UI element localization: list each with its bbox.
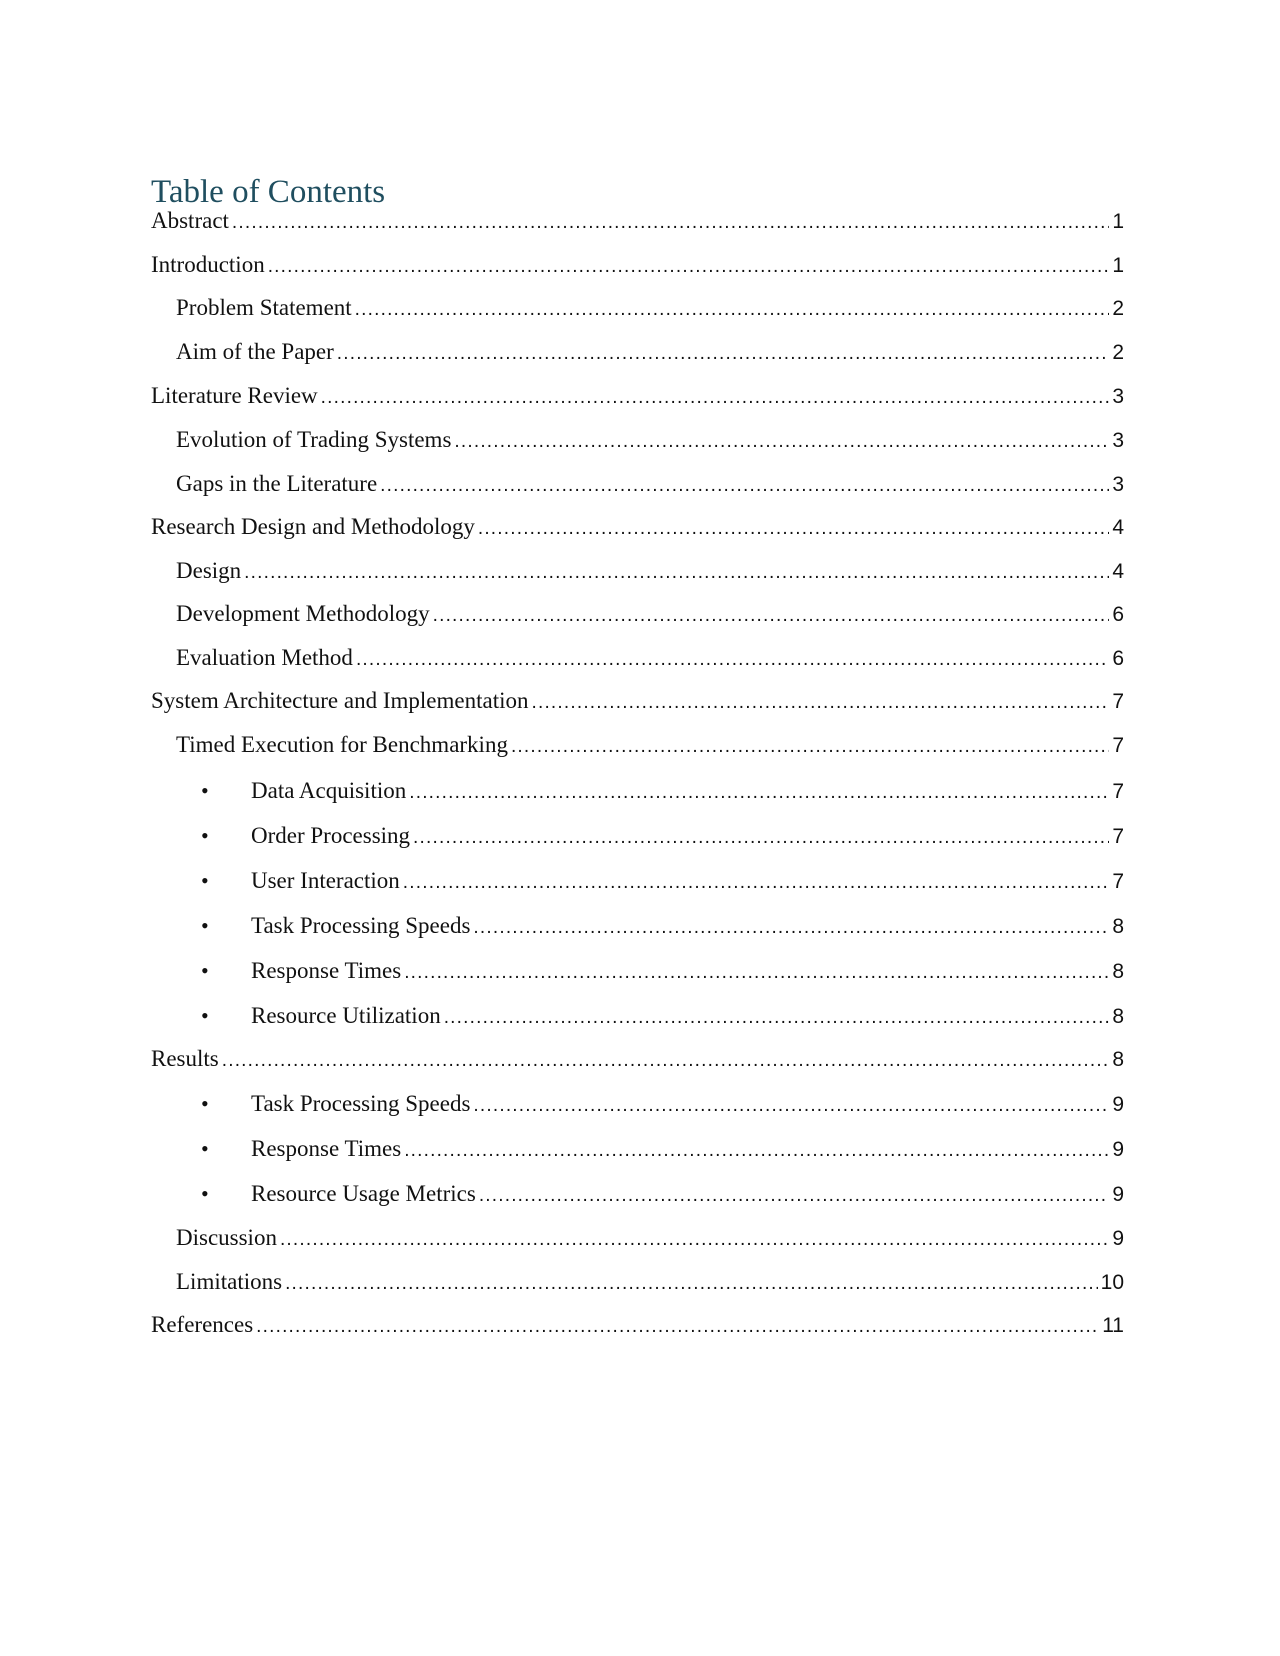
toc-entry-label: Problem Statement: [176, 295, 352, 320]
toc-entry[interactable]: [151, 424, 1124, 456]
toc-entry-label: Order Processing: [251, 823, 411, 848]
toc-entry-label: Limitations: [176, 1269, 283, 1294]
dot-leader: [479, 1180, 1110, 1212]
toc-entry-page-number: 9: [1112, 1138, 1124, 1161]
dot-leader: [409, 777, 1109, 809]
toc-entry-label: Response Times: [251, 1136, 402, 1161]
toc-entry[interactable]: [151, 820, 1124, 852]
toc-entry-label: User Interaction: [251, 868, 400, 893]
toc-entry[interactable]: [151, 955, 1124, 987]
toc-entry[interactable]: [151, 1000, 1124, 1032]
dot-leader: [232, 207, 1109, 239]
toc-entry[interactable]: [151, 292, 1124, 324]
bullet-icon: •: [201, 913, 209, 938]
toc-entry[interactable]: [151, 1266, 1124, 1298]
toc-entry-label: Data Acquisition: [251, 778, 407, 803]
toc-entry-page-number: 7: [1112, 780, 1124, 803]
bullet-icon: •: [201, 1181, 209, 1206]
toc-entry-page-number: 1: [1112, 210, 1124, 233]
toc-entry[interactable]: [151, 555, 1124, 587]
toc-entry-label: Response Times: [251, 958, 402, 983]
toc-entry-page-number: 7: [1112, 734, 1124, 757]
toc-entry[interactable]: [151, 685, 1124, 717]
dot-leader: [256, 1311, 1099, 1343]
toc-entry-label: References: [151, 1312, 254, 1337]
toc-entry[interactable]: [151, 1133, 1124, 1165]
dot-leader: [404, 957, 1109, 989]
toc-entry-page-number: 9: [1112, 1093, 1124, 1116]
toc-entry-label: Task Processing Speeds: [251, 913, 471, 938]
dot-leader: [413, 822, 1109, 854]
toc-entry[interactable]: [151, 468, 1124, 500]
toc-entry-page-number: 3: [1112, 429, 1124, 452]
toc-entry-page-number: 4: [1112, 560, 1124, 583]
toc-entry-label: Task Processing Speeds: [251, 1091, 471, 1116]
toc-title: Table of Contents: [151, 174, 386, 210]
toc-entry-page-number: 1: [1112, 254, 1124, 277]
toc-entry-label: Evaluation Method: [176, 645, 353, 670]
toc-entry-page-number: 7: [1112, 825, 1124, 848]
dot-leader: [478, 513, 1109, 545]
toc-entry-label: Design: [176, 558, 242, 583]
bullet-icon: •: [201, 1136, 209, 1161]
toc-entry[interactable]: [151, 598, 1124, 630]
dot-leader: [222, 1045, 1110, 1077]
toc-entry-page-number: 2: [1112, 297, 1124, 320]
toc-entry-label: Resource Usage Metrics: [251, 1181, 476, 1206]
dot-leader: [355, 294, 1110, 326]
toc-entry-page-number: 4: [1112, 516, 1124, 539]
dot-leader: [433, 600, 1110, 632]
toc-entry[interactable]: [151, 865, 1124, 897]
bullet-icon: •: [201, 823, 209, 848]
toc-entry[interactable]: [151, 1222, 1124, 1254]
toc-entry-label: Timed Execution for Benchmarking: [176, 732, 508, 757]
toc-entry[interactable]: [151, 1178, 1124, 1210]
toc-entry-page-number: 9: [1112, 1183, 1124, 1206]
toc-entry[interactable]: [151, 336, 1124, 368]
toc-entry[interactable]: [151, 205, 1124, 237]
dot-leader: [404, 1135, 1109, 1167]
toc-entry-label: Research Design and Methodology: [151, 514, 475, 539]
toc-entry-page-number: 2: [1112, 341, 1124, 364]
toc-entry[interactable]: [151, 642, 1124, 674]
dot-leader: [356, 644, 1109, 676]
toc-entry-page-number: 11: [1102, 1314, 1124, 1337]
toc-entry[interactable]: [151, 380, 1124, 412]
toc-entry-page-number: 8: [1112, 1048, 1124, 1071]
dot-leader: [321, 382, 1110, 414]
toc-entry-label: System Architecture and Implementation: [151, 688, 529, 713]
toc-entry-page-number: 7: [1112, 870, 1124, 893]
toc-entry[interactable]: [151, 249, 1124, 281]
toc-entry[interactable]: [151, 910, 1124, 942]
dot-leader: [337, 338, 1110, 370]
toc-entry-page-number: 8: [1112, 915, 1124, 938]
toc-entry[interactable]: [151, 511, 1124, 543]
toc-entry-page-number: 8: [1112, 1005, 1124, 1028]
toc-entry-label: Evolution of Trading Systems: [176, 427, 452, 452]
dot-leader: [473, 912, 1109, 944]
toc-entry-page-number: 6: [1112, 603, 1124, 626]
toc-entry-label: Literature Review: [151, 383, 318, 408]
toc-entry-label: Gaps in the Literature: [176, 471, 378, 496]
toc-entry[interactable]: [151, 1043, 1124, 1075]
toc-entry-label: Results: [151, 1046, 219, 1071]
dot-leader: [531, 687, 1109, 719]
dot-leader: [403, 867, 1110, 899]
toc-entry-page-number: 6: [1112, 647, 1124, 670]
toc-entry-page-number: 7: [1112, 690, 1124, 713]
toc-entry-label: Resource Utilization: [251, 1003, 441, 1028]
dot-leader: [285, 1268, 1098, 1300]
dot-leader: [511, 731, 1109, 763]
dot-leader: [244, 557, 1109, 589]
toc-entry-page-number: 10: [1100, 1271, 1124, 1294]
toc-entry[interactable]: [151, 775, 1124, 807]
toc-entry-page-number: 3: [1112, 473, 1124, 496]
dot-leader: [473, 1090, 1109, 1122]
toc-entry-label: Development Methodology: [176, 601, 430, 626]
dot-leader: [268, 251, 1110, 283]
toc-entry-page-number: 8: [1112, 960, 1124, 983]
bullet-icon: •: [201, 778, 209, 803]
bullet-icon: •: [201, 958, 209, 983]
dot-leader: [444, 1002, 1110, 1034]
toc-entry-page-number: 3: [1112, 385, 1124, 408]
toc-entry-page-number: 9: [1112, 1227, 1124, 1250]
bullet-icon: •: [201, 868, 209, 893]
bullet-icon: •: [201, 1091, 209, 1116]
toc-entry[interactable]: [151, 1309, 1124, 1341]
dot-leader: [380, 470, 1109, 502]
toc-entry[interactable]: [151, 729, 1124, 761]
dot-leader: [280, 1224, 1109, 1256]
toc-entry-label: Introduction: [151, 252, 265, 277]
toc-entry[interactable]: [151, 1088, 1124, 1120]
toc-entry-label: Abstract: [151, 208, 229, 233]
toc-entry-label: Discussion: [176, 1225, 277, 1250]
dot-leader: [454, 426, 1109, 458]
toc-entry-label: Aim of the Paper: [176, 339, 334, 364]
bullet-icon: •: [201, 1003, 209, 1028]
